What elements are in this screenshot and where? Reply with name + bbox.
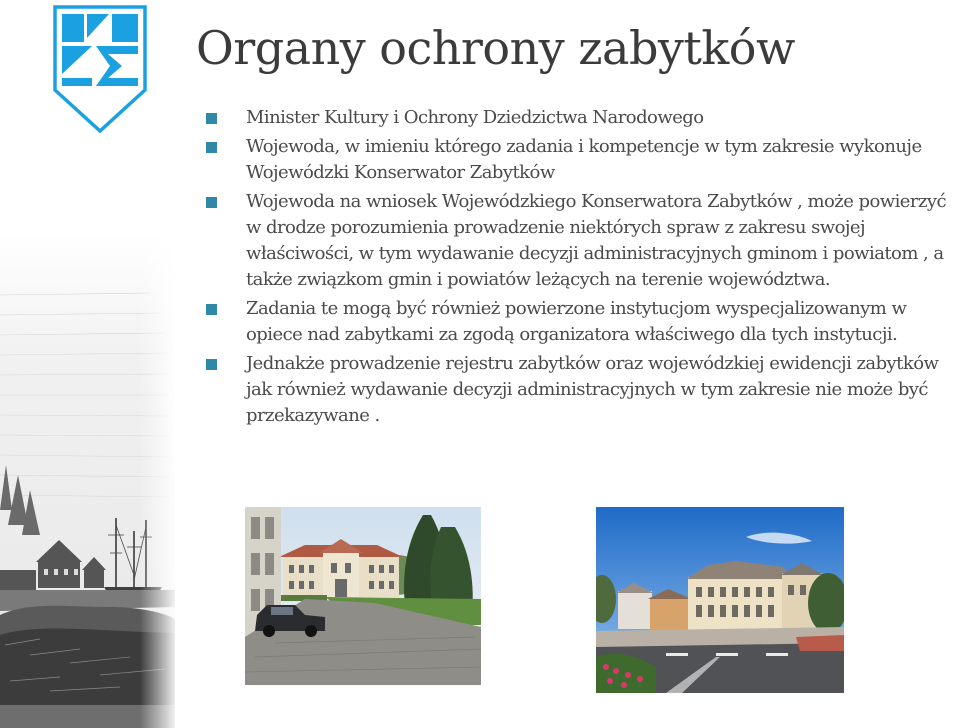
slide-title: Organy ochrony zabytków	[196, 21, 795, 75]
square-bullet-icon	[206, 359, 217, 370]
square-bullet-icon	[206, 142, 217, 153]
bullet-item	[206, 134, 958, 186]
square-bullet-icon	[206, 304, 217, 315]
bullet-list	[206, 105, 958, 432]
bullet-item	[206, 296, 958, 348]
bullet-item	[206, 351, 958, 429]
bullet-text: Minister Kultury i Ochrony Dziedzictwa Narodowego	[246, 107, 704, 128]
bullet-text: Wojewoda, w imieniu którego zadania i kompetencje w tym zakresie wykonuje Wojewódzki Konserwator Zabytków	[246, 136, 922, 183]
bullet-item	[206, 189, 958, 293]
heritage-shield-logo	[52, 4, 148, 134]
bullet-text: Jednakże prowadzenie rejestru zabytków oraz wojewódzkiej ewidencji zabytków jak również wydawanie decyzji administracyjnych w tym zakresie nie może być przekazywane .	[246, 353, 939, 426]
bullet-text: Wojewoda na wniosek Wojewódzkiego Konserwatora Zabytków , może powierzyć w drodze porozumienia prowadzenie niektórych spraw z zakresu swojej właściwości, w tym wydawanie decyzji administracyjnych gminom i powiatom , a także związkom gmin i powiatów leżących na terenie województwa.	[246, 191, 947, 290]
palace-courtyard-photo	[245, 507, 481, 685]
square-bullet-icon	[206, 197, 217, 208]
bullet-text: Zadania te mogą być również powierzone instytucjom wyspecjalizowanym w opiece nad zabytkami za zgodą organizatora właściwego dla tych instytucji.	[246, 298, 907, 345]
town-street-photo	[596, 507, 844, 693]
historical-harbor-engraving	[0, 235, 175, 728]
square-bullet-icon	[206, 113, 217, 124]
bullet-item	[206, 105, 958, 131]
